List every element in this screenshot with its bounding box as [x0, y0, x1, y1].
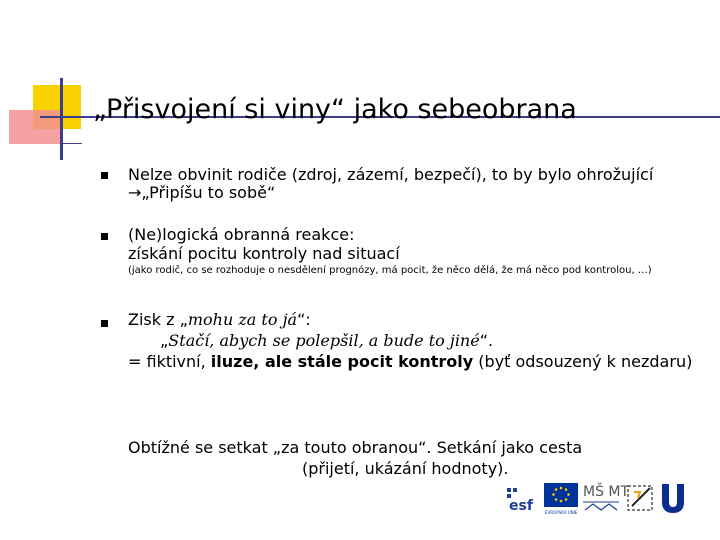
closing-line-1: Obtížné se setkat „za touto obranou“. Setkání jako cesta: [128, 438, 583, 457]
bullet-3-quote-italic: Stačí, abych se polepšil, a bude to jiné: [168, 331, 480, 350]
bullet-2-line-1: (Ne)logická obranná reakce:: [128, 225, 355, 244]
bullet-marker: [101, 172, 108, 179]
bullet-3-italic: mohu za to já: [187, 310, 298, 329]
eu-caption: EVROPSKÁ UNIE: [545, 510, 578, 515]
bullet-1-line-2: →„Připíšu to sobě“: [128, 183, 276, 202]
bullet-3-line-1: [128, 310, 311, 330]
bullet-3-quote-open: „: [160, 331, 169, 350]
oppa-logo: [624, 480, 656, 516]
msmt-text: MŠ MT: [583, 484, 630, 500]
bullet-3-quote-close: “.: [479, 331, 494, 350]
bullet-1-line-1: Nelze obvinit rodiče (zdroj, zázemí, bezpečí), to by bylo ohrožující: [128, 165, 654, 184]
closing-line-2: (přijetí, ukázání hodnoty).: [302, 459, 509, 478]
bullet-2-note: (jako rodič, co se rozhoduje o nesdělení prognózy, má pocit, že něco dělá, že má něco pod kontrolou, …): [128, 265, 652, 276]
bullet-3-prefix: Zisk z „: [128, 310, 188, 329]
esf-logo: [505, 480, 541, 516]
bullet-3-line-3-bold: iluze, ale stále pocit kontroly: [210, 352, 474, 371]
bullet-marker: [101, 233, 108, 240]
bullet-3-suffix: “:: [297, 310, 311, 329]
bullet-marker: [101, 320, 108, 327]
eu-flag-logo: [544, 480, 578, 516]
bullet-3-line-3: [128, 352, 692, 372]
msmt-logo: [581, 480, 630, 516]
bullet-3-quote: [160, 331, 493, 351]
muni-logo: [659, 480, 687, 516]
decor-vertical-line: [60, 78, 63, 160]
decor-short-line: [60, 143, 82, 144]
bullet-2-line-2: získání pocitu kontroly nad situací: [128, 244, 400, 263]
slide-title: „Přisvojení si viny“ jako sebeobrana: [93, 94, 577, 125]
bullet-3-line-3-a: = fiktivní,: [128, 352, 211, 371]
esf-logo-text: esf: [509, 498, 533, 514]
bullet-3-line-3-b: (byť odsouzený k nezdaru): [473, 352, 693, 371]
